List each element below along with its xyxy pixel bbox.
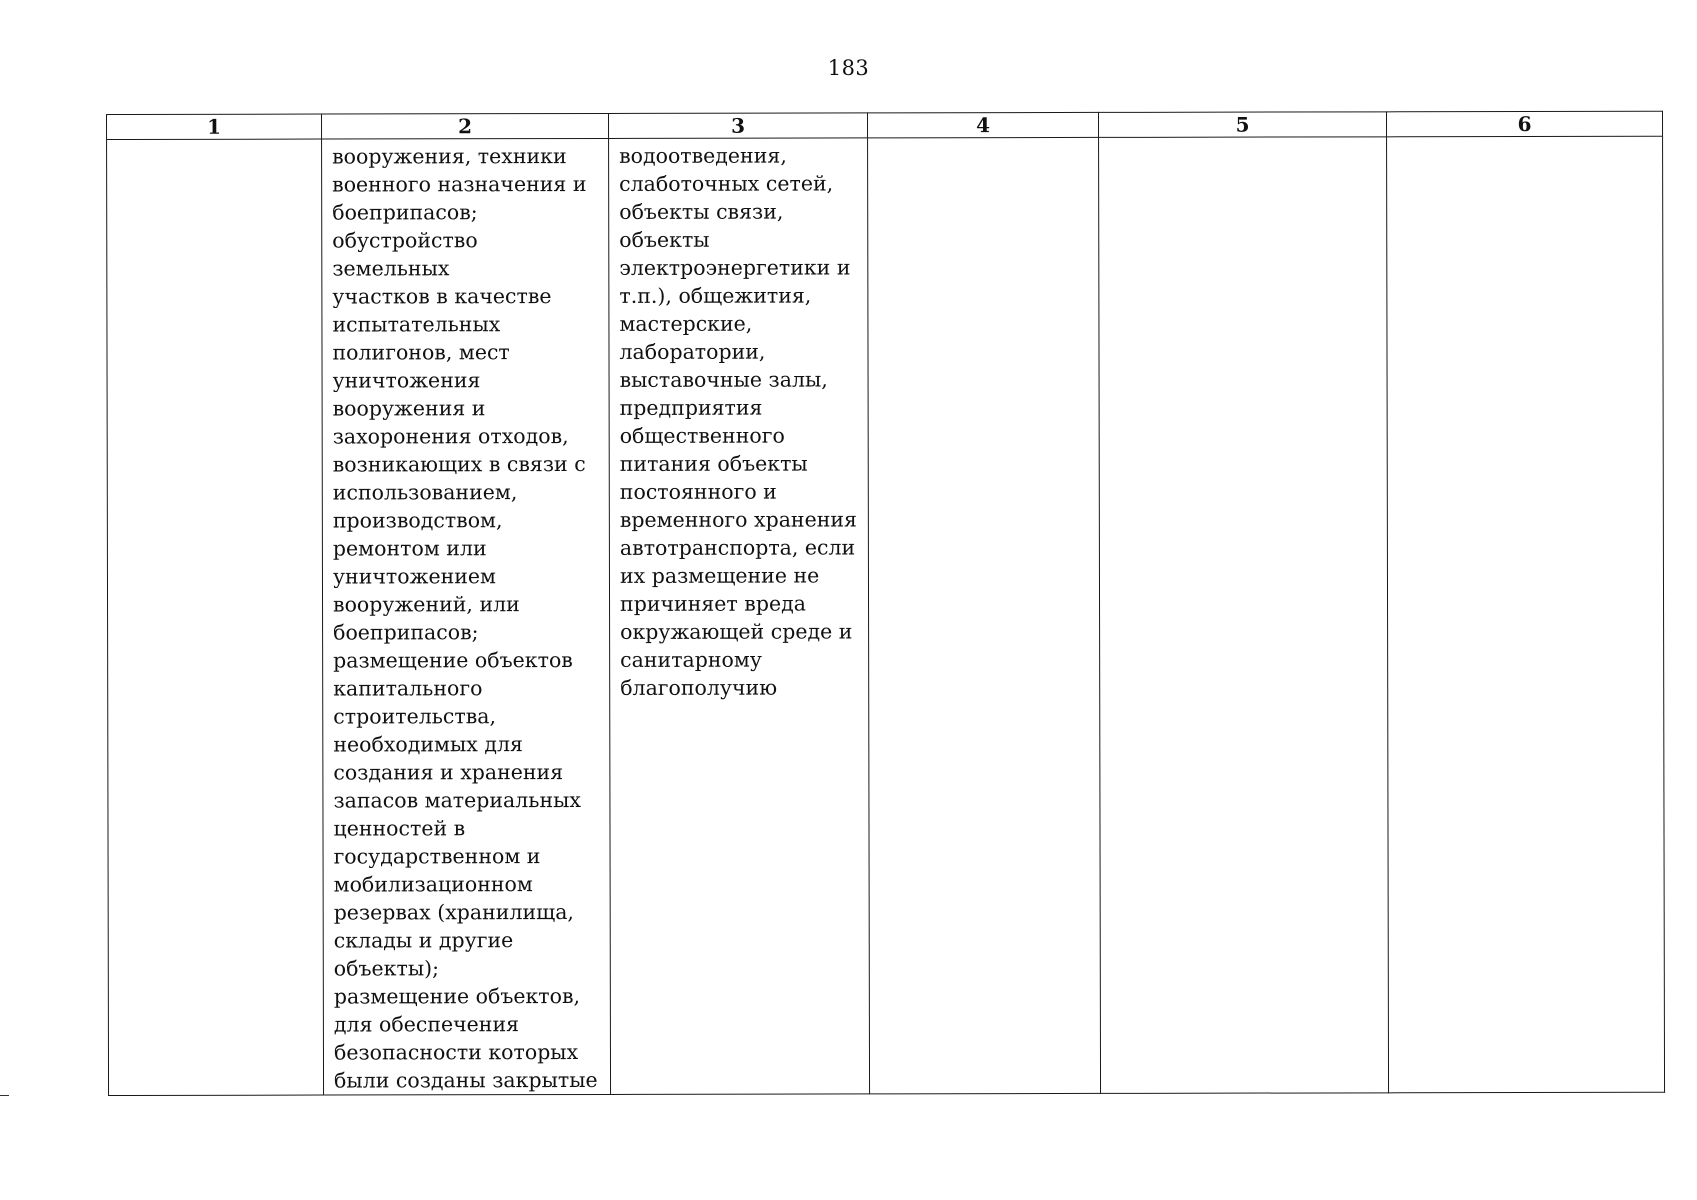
cell-col-3-text: водоотведения, слаботочных сетей, объекты связи, объекты электроэнергетики и т.п.), общежития, мастерские, лаборатории, выставочные залы, предприятия общественного питания объекты постоянного и временного хранения автотранспорта, если их размещение не причиняет вреда окружающей среде и санитарному благополучию [619, 143, 857, 700]
page-number: 183 [827, 56, 870, 80]
column-header-4: 4 [867, 112, 1098, 137]
cell-col-2-text: вооружения, техники военного назначения и боеприпасов; обустройство земельных участков в качестве испытательных полигонов, мест уничтожения вооружения и захоронения отходов, возникающих в связи с использованием, производством, ремонтом или уничтожением вооружений, или боеприпасов; размещение объектов капитального строительства, необходимых для создания и хранения запасов материальных ценностей в государственном и мобилизационном резервах (хранилища, склады и другие объекты); размещение объектов, для обеспечения безопасности которых были созданы закрытые [332, 144, 598, 1093]
column-header-5: 5 [1098, 112, 1386, 138]
cell-col-5-text [1099, 137, 1386, 141]
cell-col-1 [107, 139, 324, 1095]
header-row [107, 111, 1663, 139]
cell-col-4 [868, 137, 1101, 1093]
column-header-6: 6 [1386, 111, 1662, 137]
table-row [107, 136, 1665, 1095]
margin-tick-mark [0, 1095, 9, 1096]
cell-col-5 [1099, 137, 1389, 1094]
document-table [106, 111, 1665, 1096]
column-header-1: 1 [107, 114, 322, 139]
cell-col-6 [1387, 136, 1665, 1093]
cell-col-6-text [1387, 137, 1662, 141]
cell-col-4-text [868, 138, 1098, 141]
cell-col-1-text [107, 140, 321, 143]
cell-col-3 [609, 138, 870, 1095]
column-header-3: 3 [608, 113, 867, 139]
column-header-2: 2 [322, 113, 609, 139]
cell-col-2 [322, 138, 611, 1095]
